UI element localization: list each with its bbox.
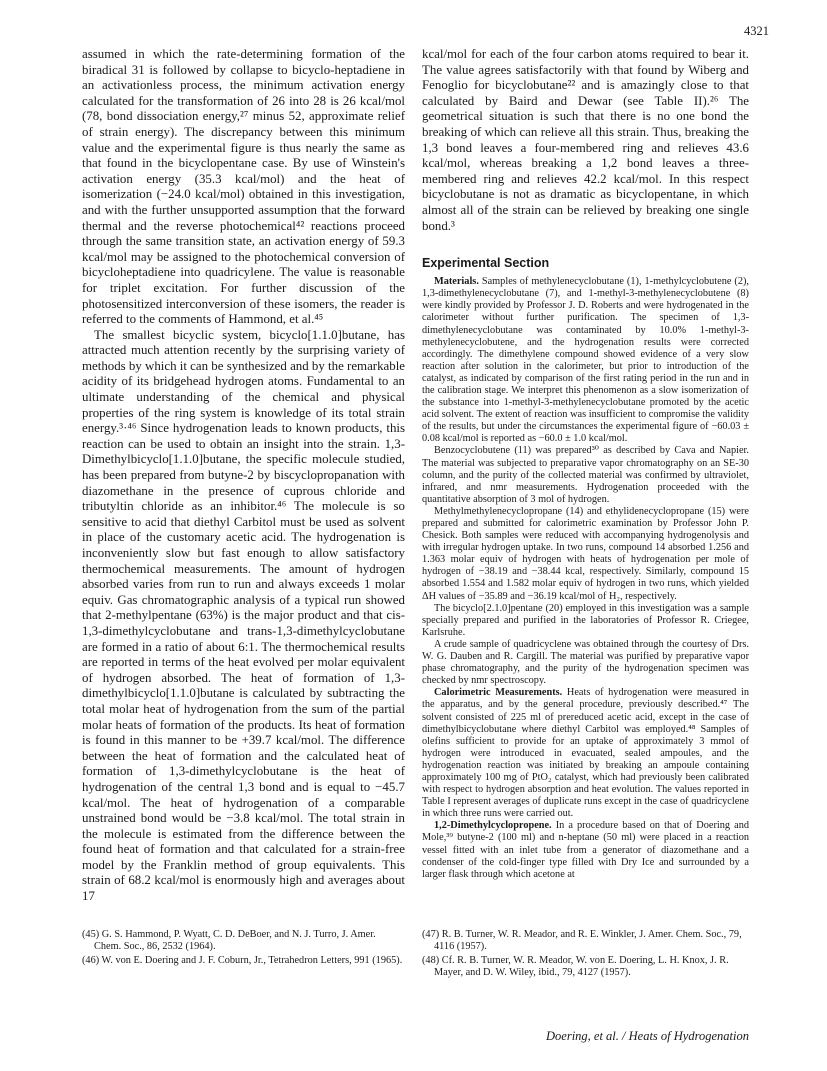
section-heading: Experimental Section bbox=[422, 256, 550, 271]
paragraph-text: Heats of hydrogenation were measured in the apparatus, and by the general procedure, previously described.⁴⁷ The solvent consisted of 225 ml of prereduced acetic acid, except in the case of dimethylbicyclobutane where diethyl Carbitol was employed.⁴⁸ Samples of olefins sufficient to provide for an uptake of approximately 3 mmol of hydrogen were introduced in evacuated, sealed ampoules, and the hydrogenation reaction was initiated by breaking an ampoule containing approximately 100 mg of PtO₂ catalyst, which had previously been calibrated with respect to hydrogen absorption and heat evolution. The values reported in Table I represent averages of duplicate runs except in the case of quadricyclene in which three runs were carried out. bbox=[422, 687, 749, 820]
paragraph-text: Samples of methylenecyclobutane (1), 1-methylcyclobutene (2), 1,3-dimethylenecyclobutane (7), and 1-methyl-3-methylenecyclobutene (8) were kindly provided by Professor J. D. Roberts and were hydrogenated in the calorimeter without further purification. The specimen of 1,3-dimethylenecyclobutane was contaminated by 10.0% 1-methyl-3-methylenecyclobutene, and the hydrogenation results were corrected accordingly. The dimethylene compound showed evidence of a very slow reaction after solution in the calorimeter, but prior to introduction of the catalyst, as indicated by comparison of the first rating period in the run and in the calibration stage. We interpret this phenomenon as a slow isomerization of the substance into 1-methyl-3-methylenecyclobutane promoted by the acetic acid solvent. The extent of reaction was insufficient to compromise the validity of the results, but under the circumstances the experimental figure of −60.03 ± 0.08 kcal/mol is reported as −60.0 ± 1.0 kcal/mol. bbox=[422, 276, 749, 445]
paragraph-text: In a procedure based on that of Doering and Mole,³⁹ butyne-2 (100 ml) and n-heptane (50 ml) were placed in a reaction vessel fitted with an inlet tube from a generator of diazomethane and a condenser of the cold-finger type filled with Dry Ice and surrounded by a larger flask through which acetone at bbox=[422, 820, 749, 880]
right-column bbox=[422, 47, 749, 881]
paragraph-text: Benzocyclobutene (11) was prepared³⁰ as described by Cava and Napier. The material was subjected to preparative vapor chromatography on an SE-30 column, and the purity of the collected material was confirmed by ultraviolet, infrared, and nmr measurements. Hydrogenation proceeded with the quantitative absorption of 3 mol of hydrogen. bbox=[422, 445, 749, 505]
footnote: (45) G. S. Hammond, P. Wyatt, C. D. DeBoer, and N. J. Turro, J. Amer. Chem. Soc., 86, 2532 (1964). bbox=[82, 929, 376, 952]
footnotes-right bbox=[422, 929, 749, 981]
experimental-paragraph bbox=[422, 820, 749, 880]
page-number: 4321 bbox=[744, 24, 769, 38]
experimental-paragraph bbox=[422, 687, 749, 820]
footnotes-left bbox=[82, 929, 405, 969]
experimental-paragraph bbox=[422, 639, 749, 687]
run-in-heading: Materials. bbox=[434, 276, 479, 288]
experimental-paragraph bbox=[422, 276, 749, 445]
experimental-paragraph bbox=[422, 445, 749, 505]
paragraph-text: The bicyclo[2.1.0]pentane (20) employed in this investigation was a sample specially prepared and purified in the laboratories of Professor R. Criegee, Karlsruhe. bbox=[422, 602, 749, 638]
footnote: (47) R. B. Turner, W. R. Meador, and R. E. Winkler, J. Amer. Chem. Soc., 79, 4116 (1957). bbox=[422, 929, 742, 952]
run-in-heading: 1,2-Dimethylcyclopropene. bbox=[434, 820, 552, 832]
body-paragraph: assumed in which the rate-determining formation of the biradical 31 is followed by collapse to bicyclo-heptadiene in an activationless process, the minimum activation energy calculated for the transformation of 26 into 28 is 26 kcal/mol (78, bond dissociation energy,²⁷ minus 52, approximate relief of strain energy). The discrepancy between this minimum value and the experimental figure is thus nearly the same as that found in the bicyclopentane case. By use of Winstein's activation energy (35.3 kcal/mol) and the heat of isomerization (−24.0 kcal/mol) obtained in this investigation, and with the further unsupported assumption that the forward thermal and the reverse photochemical⁴² reactions proceed through the same transition state, an activation energy of 59.3 kcal/mol may be assigned to the photochemical conversion of bicycloheptadiene into quadricylene. The value is reasonable for triplet excitation. For further discussion of the photosensitized interconversion of these isomers, the reader is referred to the comments of Hammond, et al.⁴⁵ bbox=[82, 47, 405, 327]
body-paragraph: The smallest bicyclic system, bicyclo[1.1.0]butane, has attracted much attention recently by the surprising variety of methods by which it can be synthesized and by the remarkable acidity of its bridgehead hydrogen atoms. Fundamental to an ultimate understanding of the chemical and physical properties of the ring system is knowledge of its total strain energy.³·⁴⁶ Since hydrogenation leads to known products, this reaction can be used to obtain an insight into the strain. 1,3-Dimethylbicyclo[1.1.0]butane, the specific molecule studied, has been prepared from butyne-2 by biscyclopropanation with diazomethane in the presence of cuprous chloride and tributyltin chloride as an inhibitor.⁴⁶ The molecule is so sensitive to acid that diethyl Carbitol must be used as solvent in place of the customary acetic acid. The hydrogenation is inconveniently slow but fast enough to allow satisfactory thermochemical measurements. The amount of hydrogen absorbed varies from run to run and always exceeds 1 molar equiv. Gas chromatographic analysis of a typical run showed that 2-methylpentane (63%) is the major product and that cis-1,3-dimethylcyclobutane and trans-1,3-dimethylcyclobutane are formed in a ratio of about 6:1. The thermochemical results are reported in terms of the heat evolved per molar equivalent of hydrogen absorbed. The heat of formation of 1,3-dimethylbicyclo[1.1.0]butane is calculated by subtracting the total molar heat of hydrogenation from the sum of the partial molar heats of formation of the products. Its heat of formation is found in this manner to be +39.7 kcal/mol. The difference between the heat of formation and the calculated heat of formation of 1,3-dimethylcyclobutane is the heat of hydrogenation of the central 1,3 bond and is equal to −45.7 kcal/mol. The heat of hydrogenation of a comparable unstrained bond would be −3.8 kcal/mol. The total strain in the molecule is estimated from the difference between the found heat of formation and that calculated for a strain-free model by the Franklin method of group equivalents. This strain of 68.2 kcal/mol is enormously high and averages about 17 bbox=[82, 327, 405, 904]
footnote: (48) Cf. R. B. Turner, W. R. Meador, W. von E. Doering, L. H. Knox, J. R. Mayer, and D. W. Wiley, ibid., 79, 4127 (1957). bbox=[422, 954, 729, 978]
running-footer: Doering, et al. / Heats of Hydrogenation bbox=[546, 1029, 749, 1043]
paragraph-text: Methylmethylenecyclopropane (14) and ethylidenecyclopropane (15) were prepared and submitted for calorimetric examination by Professor John P. Chesick. Both samples were reduced with accompanying hydrogenolysis and with irregular hydrogen uptake. In two runs, compound 14 absorbed 1.256 and 1.363 molar equiv of hydrogen with heats of hydrogenation per mole of hydrogen of −38.19 and −38.44 kcal, respectively. Similarly, compound 15 absorbed 1.554 and 1.582 molar equiv of hydrogen in two runs, which yielded ΔH values of −35.89 and −36.19 kcal/mol of H₂, respectively. bbox=[422, 505, 749, 602]
footnote: (46) W. von E. Doering and J. F. Coburn, Jr., Tetrahedron Letters, 991 (1965). bbox=[82, 954, 403, 966]
experimental-paragraph bbox=[422, 506, 749, 603]
run-in-heading: Calorimetric Measurements. bbox=[434, 687, 563, 699]
body-paragraph: kcal/mol for each of the four carbon atoms required to bear it. The value agrees satisfactorily with that found by Wiberg and Fenoglio for bicyclobutane²² and is amazingly close to that calculated by Baird and Dewar (see Table II).²⁶ The geometrical situation is such that there is no one bond the breaking of which can relieve all this strain. Thus, breaking the 1,3 bond leaves a four-membered ring and relieves 43.6 kcal/mol, whereas breaking a 1,2 bond leaves a three-membered ring and relieves 42.2 kcal/mol. In this respect bicyclobutane is not as dramatic as bicyclopentane, in which almost all of the strain can be relieved by breaking one single bond.³ bbox=[422, 47, 749, 233]
experimental-paragraph bbox=[422, 603, 749, 639]
left-column bbox=[82, 47, 405, 905]
paragraph-text: A crude sample of quadricyclene was obtained through the courtesy of Drs. W. G. Dauben and R. Cargill. The material was purified by preparative vapor phase chromatography, and the purity of the hydrogenation specimen was checked by nmr spectroscopy. bbox=[422, 638, 749, 687]
